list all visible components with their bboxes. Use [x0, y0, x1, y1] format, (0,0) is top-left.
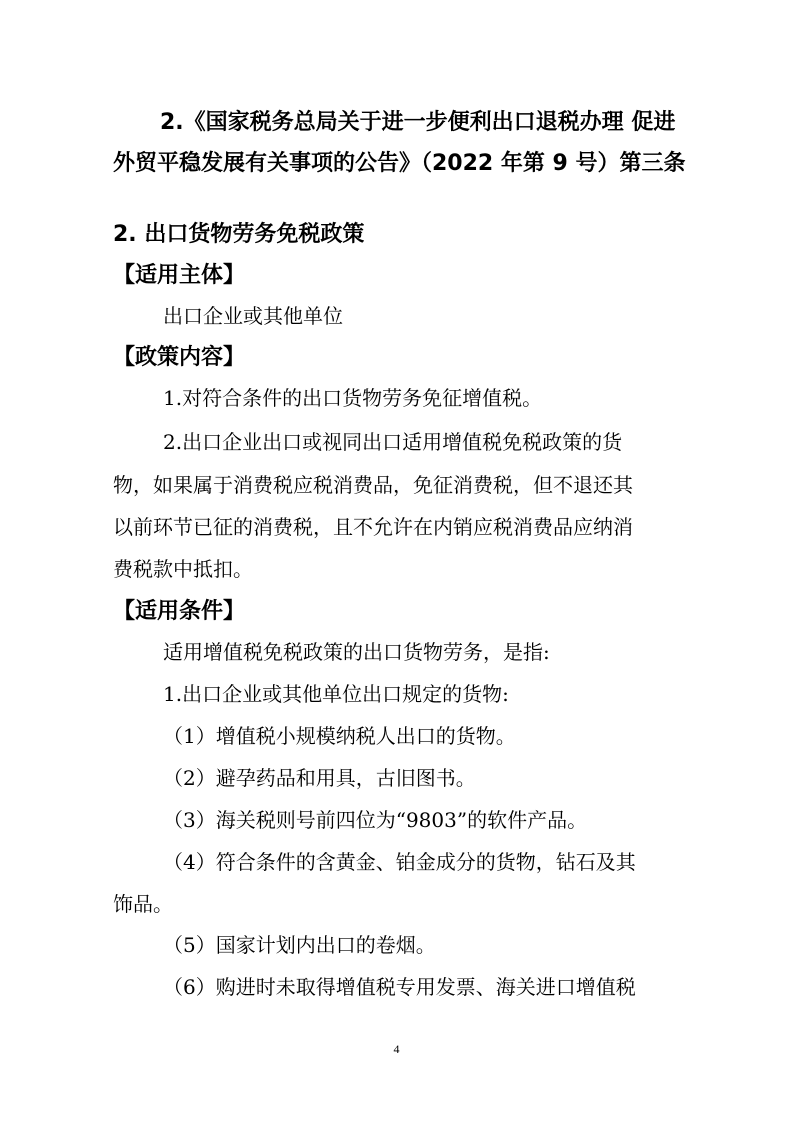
sub-item-5: （5）国家计划内出口的卷烟。 — [163, 933, 436, 957]
page-number: 4 — [393, 1042, 400, 1056]
content-item-2-line-2: 物，如果属于消费税应税消费品，免征消费税，但不退还其 — [113, 473, 633, 497]
subject-heading: 【适用主体】 — [113, 263, 246, 288]
content-item-2-line-1: 2.出口企业出口或视同出口适用增值税免税政策的货 — [163, 430, 623, 454]
sub-item-6: （6）购进时未取得增值税专用发票、海关进口增值税 — [163, 975, 636, 999]
sub-item-4-line-1: （4）符合条件的含黄金、铂金成分的货物，钻石及其 — [163, 850, 636, 874]
conditions-intro: 适用增值税免税政策的出口货物劳务，是指: — [163, 640, 550, 664]
sub-item-1: （1）增值税小规模纳税人出口的货物。 — [163, 724, 516, 748]
section-heading: 2. 出口货物劳务免税政策 — [113, 222, 365, 247]
content-item-2-line-3: 以前环节已征的消费税，且不允许在内销应税消费品应纳消 — [113, 515, 633, 539]
content-item-2-line-4: 费税款中抵扣。 — [113, 557, 253, 581]
reference-line-1: 2.《国家税务总局关于进一步便利出口退税办理 促进 — [160, 110, 676, 135]
sub-item-4-line-2: 饰品。 — [113, 892, 173, 916]
content-item-1: 1.对符合条件的出口货物劳务免征增值税。 — [163, 386, 543, 410]
sub-item-2: （2）避孕药品和用具，古旧图书。 — [163, 766, 476, 790]
sub-item-3: （3）海关税则号前四位为“9803”的软件产品。 — [163, 808, 588, 832]
reference-line-2: 外贸平稳发展有关事项的公告》（2022 年第 9 号）第三条 — [113, 151, 686, 176]
subject-text: 出口企业或其他单位 — [163, 304, 343, 328]
conditions-heading: 【适用条件】 — [113, 599, 246, 624]
conditions-item-1: 1.出口企业或其他单位出口规定的货物: — [163, 682, 509, 706]
content-heading: 【政策内容】 — [113, 345, 246, 370]
